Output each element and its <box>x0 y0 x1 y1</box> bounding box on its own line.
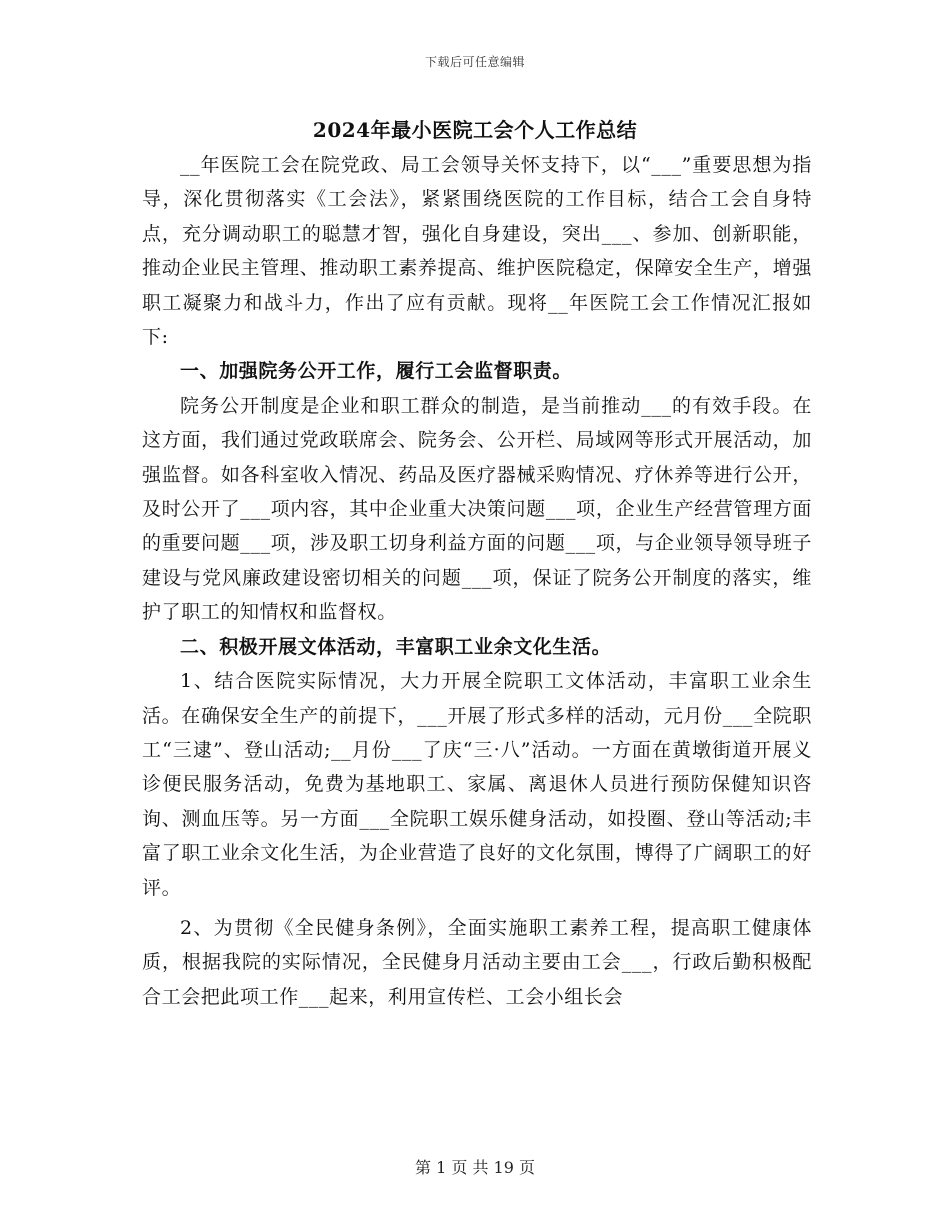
section-heading-1: 一、加强院务公开工作，履行工会监督职责。 <box>180 360 573 383</box>
section-2-item-1-paragraph: 1、结合医院实际情况，大力开展全院职工文体活动，丰富职工业余生活。在确保安全生产的前提下，___开展了形式多样的活动，元月份___全院职工“三逮”、登山活动;__月份___了庆“三·八”活动。一方面在黄墩街道开展义诊便民服务活动，免费为基地职工、家属、离退休人员进行预防保健知识咨询、测血压等。另一方面___全院职工娱乐健身活动，如投圈、登山等活动;丰富了职工业余文化生活，为企业营造了良好的文化氛围，博得了广阔职工的好评。 <box>142 670 812 899</box>
section-2-item-2-paragraph: 2、为贯彻《全民健身条例》，全面实施职工素养工程，提高职工健康体质，根据我院的实际情况，全民健身月活动主要由工会___，行政后勤积极配合工会把此项工作___起来，利用宣传栏、工会小组长会 <box>142 916 812 1008</box>
document-body <box>142 148 812 1014</box>
intro-paragraph: __年医院工会在院党政、局工会领导关怀支持下，以“___”重要思想为指导，深化贯彻落实《工会法》，紧紧围绕医院的工作目标，结合工会自身特点，充分调动职工的聪慧才智，强化自身建设，突出___、参加、创新职能，推动企业民主管理、推动职工素养提高、维护医院稳定，保障安全生产，增强职工凝聚力和战斗力，作出了应有贡献。现将__年医院工会工作情况汇报如下: <box>142 154 812 349</box>
header-note: 下载后可任意编辑 <box>424 55 525 69</box>
document-title: 2024年最小医院工会个人工作总结 <box>312 118 638 142</box>
section-1-paragraph: 院务公开制度是企业和职工群众的制造，是当前推动___的有效手段。在这方面，我们通过党政联席会、院务会、公开栏、局域网等形式开展活动，加强监督。如各科室收入情况、药品及医疗器械采购情况、疗休养等进行公开，及时公开了___项内容，其中企业重大决策问题___项，企业生产经营管理方面的重要问题___项，涉及职工切身利益方面的问题___项，与企业领导领导班子建设与党风廉政建设密切相关的问题___项，保证了院务公开制度的落实，维护了职工的知情权和监督权。 <box>142 394 812 624</box>
section-heading-2: 二、积极开展文体活动，丰富职工业余文化生活。 <box>180 635 612 658</box>
page-number-footer: 第 1 页 共 19 页 <box>415 1158 535 1177</box>
